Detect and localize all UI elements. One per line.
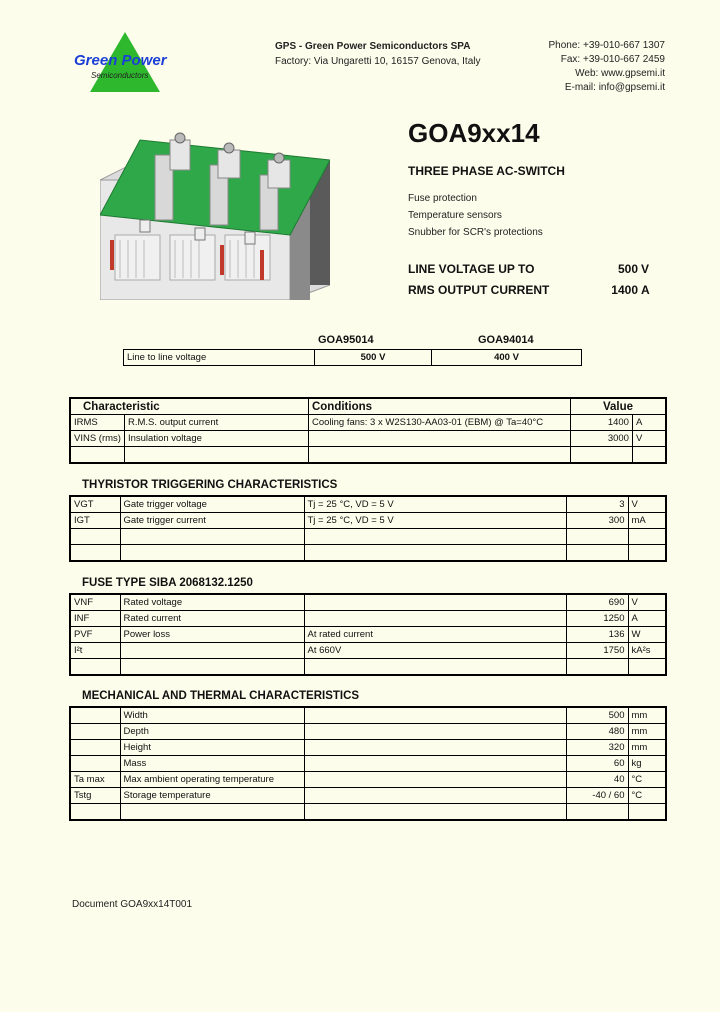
spec-unit: V <box>641 262 650 276</box>
unit <box>632 447 666 464</box>
symbol <box>70 545 120 562</box>
condition <box>304 594 566 611</box>
table-row <box>70 772 666 788</box>
contact-web[interactable]: Web: www.gpsemi.it <box>575 68 665 79</box>
value: 300 <box>566 513 628 529</box>
table-row <box>70 431 666 447</box>
unit: A <box>632 415 666 431</box>
condition <box>304 529 566 545</box>
unit <box>628 529 666 545</box>
table-row <box>70 627 666 643</box>
value <box>566 529 628 545</box>
spec-unit: A <box>641 283 650 297</box>
variant-header-1: GOA95014 <box>318 334 374 346</box>
condition <box>304 611 566 627</box>
unit <box>628 659 666 676</box>
feature-item: Fuse protection <box>408 193 477 204</box>
value: 480 <box>566 724 628 740</box>
condition: Tj = 25 °C, VD = 5 V <box>304 513 566 529</box>
fuse-table <box>69 593 667 676</box>
table-row <box>70 611 666 627</box>
table-row <box>70 447 666 464</box>
section-title-mechanical: MECHANICAL AND THERMAL CHARACTERISTICS <box>82 690 360 702</box>
value <box>566 545 628 562</box>
description: Mass <box>120 756 304 772</box>
logo-text: Green Power <box>74 52 167 69</box>
company-info <box>275 39 481 69</box>
symbol: VNF <box>70 594 120 611</box>
unit: mm <box>628 724 666 740</box>
table-row <box>70 513 666 529</box>
value: 3000 <box>570 431 632 447</box>
feature-list <box>408 190 543 241</box>
company-address: Factory: Via Ungaretti 10, 16157 Genova, Italy <box>275 56 481 67</box>
unit: W <box>628 627 666 643</box>
table-row <box>70 740 666 756</box>
table-row <box>70 643 666 659</box>
unit: mA <box>628 513 666 529</box>
unit <box>628 804 666 821</box>
symbol: IGT <box>70 513 120 529</box>
unit: A <box>628 611 666 627</box>
unit <box>628 545 666 562</box>
section-title-thyristor: THYRISTOR TRIGGERING CHARACTERISTICS <box>82 479 338 491</box>
value: 3 <box>566 496 628 513</box>
unit: V <box>628 594 666 611</box>
table-row <box>70 659 666 676</box>
symbol <box>70 740 120 756</box>
symbol: VINS (rms) <box>70 431 124 447</box>
value: 40 <box>566 772 628 788</box>
description: Insulation voltage <box>124 431 308 447</box>
value: 1250 <box>566 611 628 627</box>
contact-email[interactable]: E-mail: info@gpsemi.it <box>564 82 665 93</box>
symbol: INF <box>70 611 120 627</box>
unit: °C <box>628 788 666 804</box>
description: Storage temperature <box>120 788 304 804</box>
variant-value-2: 400 V <box>432 350 582 366</box>
condition <box>304 756 566 772</box>
variant-header-2: GOA94014 <box>478 334 534 346</box>
symbol <box>70 447 124 464</box>
company-name: GPS - Green Power Semiconductors SPA <box>275 41 471 52</box>
spec-rms-current <box>408 283 653 297</box>
characteristics-table <box>69 397 667 464</box>
unit: kg <box>628 756 666 772</box>
symbol <box>70 804 120 821</box>
contact-fax: Fax: +39-010-667 2459 <box>560 54 665 65</box>
condition <box>304 659 566 676</box>
product-subtitle: THREE PHASE AC-SWITCH <box>408 164 565 178</box>
description: Power loss <box>120 627 304 643</box>
thyristor-table <box>69 495 667 562</box>
table-header <box>70 398 666 415</box>
document-id: Document GOA9xx14T001 <box>72 899 193 910</box>
symbol: I²t <box>70 643 120 659</box>
value: 60 <box>566 756 628 772</box>
spec-line-voltage <box>408 262 653 276</box>
description <box>120 804 304 821</box>
value: -40 / 60 <box>566 788 628 804</box>
description: Height <box>120 740 304 756</box>
unit: mm <box>628 740 666 756</box>
variant-value-1: 500 V <box>315 350 432 366</box>
condition <box>304 740 566 756</box>
description <box>120 643 304 659</box>
unit: mm <box>628 707 666 724</box>
header-characteristic: Characteristic <box>70 398 308 415</box>
symbol <box>70 707 120 724</box>
value: 1750 <box>566 643 628 659</box>
condition <box>304 772 566 788</box>
value: 500 <box>566 707 628 724</box>
mechanical-table <box>69 706 667 821</box>
unit: V <box>628 496 666 513</box>
description: Rated voltage <box>120 594 304 611</box>
symbol <box>70 724 120 740</box>
value: 320 <box>566 740 628 756</box>
unit: °C <box>628 772 666 788</box>
description: Gate trigger voltage <box>120 496 304 513</box>
table-row <box>70 804 666 821</box>
condition: Tj = 25 °C, VD = 5 V <box>304 496 566 513</box>
variant-table <box>123 349 582 366</box>
description: Rated current <box>120 611 304 627</box>
condition: At rated current <box>304 627 566 643</box>
value: 690 <box>566 594 628 611</box>
condition <box>304 724 566 740</box>
unit: kA²s <box>628 643 666 659</box>
condition <box>304 788 566 804</box>
description: Width <box>120 707 304 724</box>
condition: Cooling fans: 3 x W2S130-AA03-01 (EBM) @ Ta=40°C <box>308 415 570 431</box>
description: Gate trigger current <box>120 513 304 529</box>
table-row <box>70 415 666 431</box>
value: 1400 <box>570 415 632 431</box>
header-value: Value <box>570 398 666 415</box>
symbol: Ta max <box>70 772 120 788</box>
description: Max ambient operating temperature <box>120 772 304 788</box>
feature-item: Temperature sensors <box>408 210 502 221</box>
condition: At 660V <box>304 643 566 659</box>
description: R.M.S. output current <box>124 415 308 431</box>
spec-value: 500 <box>617 262 638 276</box>
product-title: GOA9xx14 <box>408 118 540 148</box>
spec-label: RMS OUTPUT CURRENT <box>408 283 550 297</box>
description: Depth <box>120 724 304 740</box>
symbol: IRMS <box>70 415 124 431</box>
symbol <box>70 756 120 772</box>
table-row <box>70 594 666 611</box>
value <box>566 804 628 821</box>
contact-info <box>480 39 665 95</box>
symbol: VGT <box>70 496 120 513</box>
value: 136 <box>566 627 628 643</box>
condition <box>304 707 566 724</box>
value <box>566 659 628 676</box>
spec-value: 1400 <box>611 283 638 297</box>
table-row <box>70 545 666 562</box>
description <box>120 545 304 562</box>
contact-phone: Phone: +39-010-667 1307 <box>548 40 665 51</box>
header-conditions: Conditions <box>308 398 570 415</box>
variant-row-label: Line to line voltage <box>124 350 315 366</box>
symbol <box>70 529 120 545</box>
logo-subtext: Semiconductors <box>91 71 149 80</box>
symbol: Tstg <box>70 788 120 804</box>
symbol <box>70 659 120 676</box>
table-row <box>70 756 666 772</box>
condition <box>304 545 566 562</box>
value <box>570 447 632 464</box>
table-row <box>70 724 666 740</box>
table-row <box>70 529 666 545</box>
unit: V <box>632 431 666 447</box>
condition <box>308 447 570 464</box>
feature-item: Snubber for SCR's protections <box>408 227 543 238</box>
product-image <box>100 120 330 300</box>
description <box>124 447 308 464</box>
table-row <box>124 350 582 366</box>
condition <box>308 431 570 447</box>
description <box>120 659 304 676</box>
spec-label: LINE VOLTAGE UP TO <box>408 262 535 276</box>
description <box>120 529 304 545</box>
table-row <box>70 707 666 724</box>
table-row <box>70 788 666 804</box>
section-title-fuse: FUSE TYPE SIBA 2068132.1250 <box>82 577 253 589</box>
condition <box>304 804 566 821</box>
table-row <box>70 496 666 513</box>
symbol: PVF <box>70 627 120 643</box>
company-logo <box>70 30 180 94</box>
